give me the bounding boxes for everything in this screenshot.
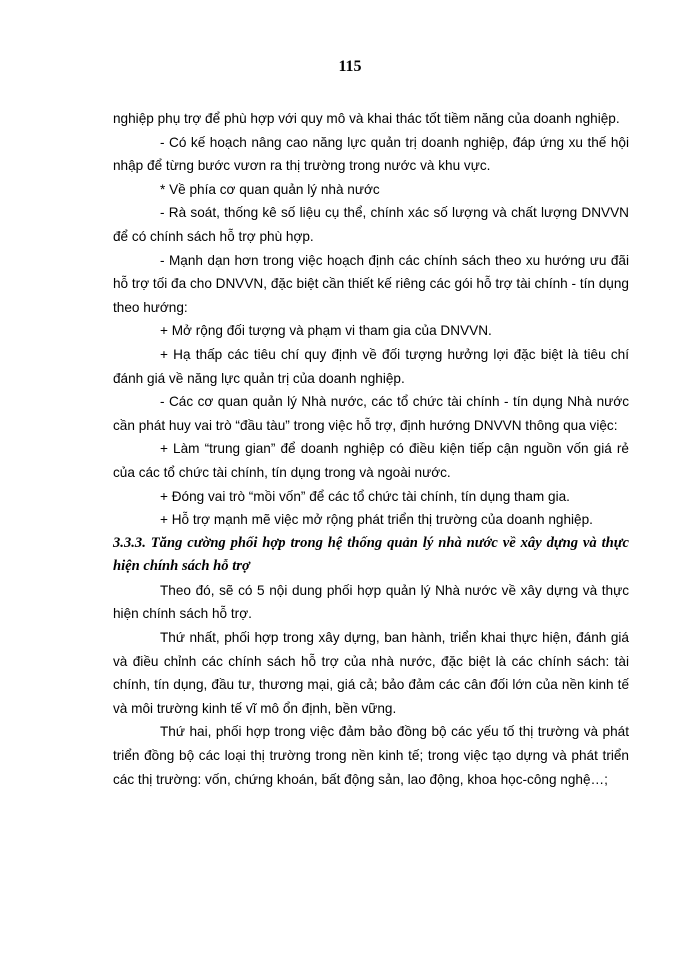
paragraph-plus-item: + Hạ thấp các tiêu chí quy định về đối tượng hưởng lợi đặc biệt là tiêu chí đánh giá về năng lực quản trị của doanh nghiệp. xyxy=(113,346,629,386)
paragraph-dash-item: - Mạnh dạn hơn trong việc hoạch định các chính sách theo xu hướng ưu đãi hỗ trợ tối đa cho DNVVN, đặc biệt cần thiết kế riêng các gói hỗ trợ tài chính - tín dụng theo hướng: xyxy=(113,252,629,315)
paragraph-dash-item: - Có kế hoạch nâng cao năng lực quản trị doanh nghiệp, đáp ứng xu thế hội nhập để từng bước vươn ra thị trường trong nước và khu vực. xyxy=(113,134,629,174)
paragraph-body: Thứ hai, phối hợp trong việc đảm bảo đồng bộ các yếu tố thị trường và phát triển đồng bộ các loại thị trường trong nền kinh tế; trong việc tạo dựng và phát triển các thị trường: vốn, chứng khoán, bất động sản, lao động, khoa học-công nghệ…; xyxy=(113,724,629,787)
paragraph-body: Thứ nhất, phối hợp trong xây dựng, ban hành, triển khai thực hiện, đánh giá và điều chỉnh các chính sách hỗ trợ của nhà nước, đặc biệt là các chính sách: tài chính, tín dụng, đầu tư, thương mại, giá cả; bảo đảm các cân đối lớn của nền kinh tế và môi trường kinh tế vĩ mô ổn định, bền vững. xyxy=(113,630,629,716)
section-heading: 3.3.3. Tăng cường phối hợp trong hệ thống quản lý nhà nước về xây dựng và thực hiện chính sách hỗ trợ xyxy=(113,534,629,575)
paragraph-plus-item: + Đóng vai trò “mồi vốn” để các tổ chức tài chính, tín dụng tham gia. xyxy=(160,488,570,504)
paragraph-dash-item: - Các cơ quan quản lý Nhà nước, các tổ chức tài chính - tín dụng Nhà nước cần phát huy vai trò “đầu tàu” trong việc hỗ trợ, định hướng DNVVN thông qua việc: xyxy=(113,394,629,433)
paragraph-dash-item: - Rà soát, thống kê số liệu cụ thể, chính xác số lượng và chất lượng DNVVN để có chính sách hỗ trợ phù hợp. xyxy=(113,205,629,244)
paragraph-plus-item: + Làm “trung gian” để doanh nghiệp có điều kiện tiếp cận nguồn vốn giá rẻ của các tổ chức tài chính, tín dụng trong và ngoài nước. xyxy=(113,441,629,480)
paragraph-continuation: nghiệp phụ trợ để phù hợp với quy mô và khai thác tốt tiềm năng của doanh nghiệp. xyxy=(113,111,620,126)
paragraph-plus-item: + Mở rộng đối tượng và phạm vi tham gia của DNVVN. xyxy=(160,323,492,339)
paragraph-subheading: * Về phía cơ quan quản lý nhà nước xyxy=(160,181,380,197)
paragraph-plus-item: + Hỗ trợ mạnh mẽ việc mở rộng phát triển thị trường của doanh nghiệp. xyxy=(160,512,593,528)
paragraph-body: Theo đó, sẽ có 5 nội dung phối hợp quản lý Nhà nước về xây dựng và thực hiện chính sách hỗ trợ. xyxy=(113,582,629,622)
body-text xyxy=(113,107,629,791)
page-number: 115 xyxy=(338,58,362,75)
